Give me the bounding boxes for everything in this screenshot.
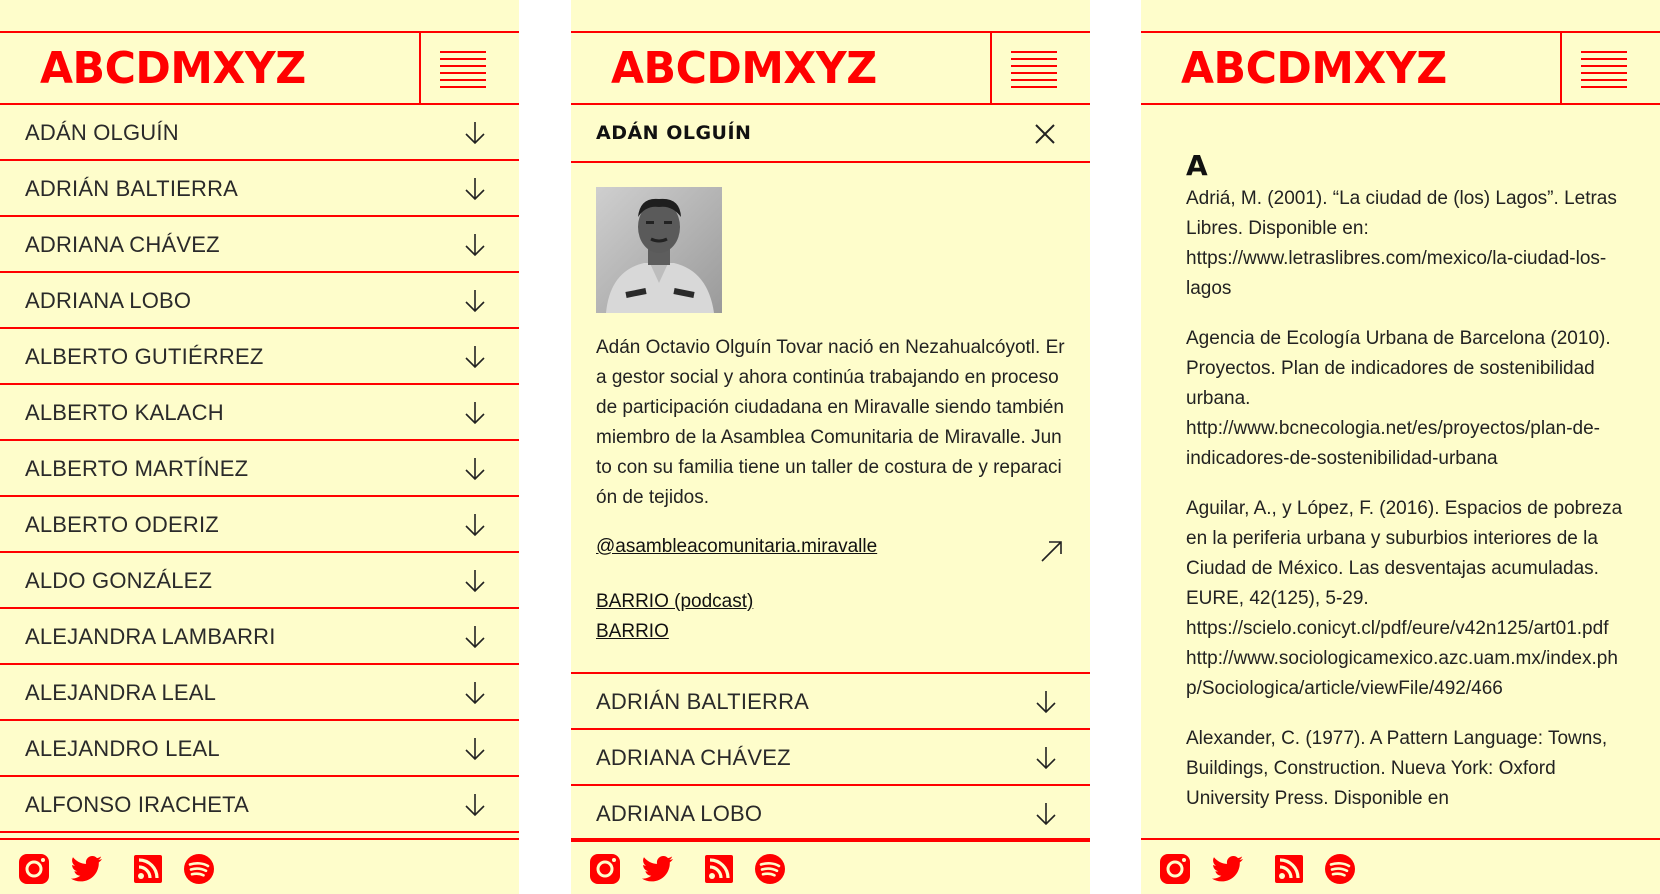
footer xyxy=(0,838,519,894)
people-list xyxy=(0,105,519,833)
list-item[interactable] xyxy=(0,161,519,217)
expand-arrow-icon xyxy=(464,513,486,537)
instagram-icon[interactable] xyxy=(1158,852,1192,886)
bibliography xyxy=(1186,150,1626,834)
screen-person-detail xyxy=(571,0,1090,894)
expand-arrow-icon xyxy=(464,401,486,425)
expand-arrow-icon xyxy=(1035,746,1057,770)
expand-arrow-icon xyxy=(1035,802,1057,826)
list-item[interactable] xyxy=(0,441,519,497)
person-name: ADRIANA CHÁVEZ xyxy=(596,745,791,770)
reference-item: Alexander, C. (1977). A Pattern Language: Towns, Buildings, Construction. Nueva York: Oxford University Press. Disponible en xyxy=(1186,728,1608,809)
menu-button[interactable] xyxy=(419,33,519,105)
instagram-icon[interactable] xyxy=(17,852,51,886)
list-item[interactable] xyxy=(571,674,1090,730)
person-photo xyxy=(596,187,722,313)
spotify-icon[interactable] xyxy=(182,852,216,886)
rss-icon[interactable] xyxy=(131,852,165,886)
instagram-link[interactable]: @asambleacomunitaria.miravalle xyxy=(596,536,878,557)
person-name: ALFONSO IRACHETA xyxy=(25,792,250,817)
person-name: ADRIÁN BALTIERRA xyxy=(596,689,810,714)
logo[interactable]: ABCDMXYZ xyxy=(611,43,877,94)
rss-icon[interactable] xyxy=(702,852,736,886)
person-name: ALEJANDRA LAMBARRI xyxy=(25,624,276,649)
hamburger-icon xyxy=(440,51,486,88)
reference-item: Adriá, M. (2001). “La ciudad de (los) Lagos”. Letras Libres. Disponible en: https://www.letraslibres.com/mexico/la-ciudad-los-lagos xyxy=(1186,188,1617,299)
footer xyxy=(571,838,1090,894)
expand-arrow-icon xyxy=(464,121,486,145)
list-item[interactable] xyxy=(0,665,519,721)
hamburger-icon xyxy=(1011,51,1057,88)
list-item[interactable] xyxy=(0,609,519,665)
person-name: ALEJANDRA LEAL xyxy=(25,680,217,705)
list-item[interactable] xyxy=(0,273,519,329)
list-item[interactable] xyxy=(0,105,519,161)
header xyxy=(1141,31,1660,105)
reference-item: Agencia de Ecología Urbana de Barcelona (2010). Proyectos. Plan de indicadores de sostenibilidad urbana. http://www.bcnecologia.net/es/proyectos/plan-de-indicadores-de-sostenibilidad-urbana xyxy=(1186,328,1611,469)
list-item[interactable] xyxy=(0,721,519,777)
person-name: ALBERTO ODERIZ xyxy=(25,512,219,537)
hamburger-icon xyxy=(1581,51,1627,88)
twitter-icon[interactable] xyxy=(641,852,675,886)
list-item[interactable] xyxy=(571,730,1090,786)
reference-item: Aguilar, A., y López, F. (2016). Espacios de pobreza en la periferia urbana y suburbios interiores de la Ciudad de México. Las desventajas acumuladas. EURE, 42(125), 5-29. https://scielo.conicyt.cl/pdf/eure/v42n125/art01.pdf http://www.sociologicamexico.azc.uam.mx/index.php/Sociologica/article/viewFile/492/466 xyxy=(1186,498,1623,699)
barrio-link[interactable]: BARRIO xyxy=(596,621,669,642)
expand-arrow-icon xyxy=(464,233,486,257)
detail-title: ADÁN OLGUÍN xyxy=(596,122,752,144)
twitter-icon[interactable] xyxy=(70,852,104,886)
person-name: ALDO GONZÁLEZ xyxy=(25,568,213,593)
list-item[interactable] xyxy=(571,786,1090,842)
list-item[interactable] xyxy=(0,217,519,273)
expand-arrow-icon xyxy=(464,569,486,593)
expand-arrow-icon xyxy=(464,289,486,313)
list-item[interactable] xyxy=(0,329,519,385)
bio-text: Adán Octavio Olguín Tovar nació en Nezahualcóyotl. Era gestor social y ahora continúa trabajando en proceso de participación ciudadana en Miravalle siendo también miembro de la Asamblea Comunitaria de Miravalle. Junto con su familia tiene un taller de costura de y reparación de tejidos. xyxy=(596,337,1065,508)
logo[interactable]: ABCDMXYZ xyxy=(40,43,306,94)
next-people-list xyxy=(571,672,1090,842)
section-letter: A xyxy=(1186,149,1208,182)
menu-button[interactable] xyxy=(1560,33,1660,105)
rss-icon[interactable] xyxy=(1272,852,1306,886)
podcast-link[interactable]: BARRIO (podcast) xyxy=(596,591,754,612)
expand-arrow-icon xyxy=(464,681,486,705)
person-name: ALBERTO GUTIÉRREZ xyxy=(25,344,264,369)
person-name: ALBERTO KALACH xyxy=(25,400,224,425)
person-name: ADRIÁN BALTIERRA xyxy=(25,176,239,201)
list-item[interactable] xyxy=(0,385,519,441)
list-item[interactable] xyxy=(0,777,519,833)
detail-header xyxy=(571,105,1090,163)
person-name: ADRIANA LOBO xyxy=(596,801,763,826)
expand-arrow-icon xyxy=(464,625,486,649)
footer xyxy=(1141,838,1660,894)
expand-arrow-icon xyxy=(464,345,486,369)
list-item[interactable] xyxy=(0,497,519,553)
header xyxy=(571,31,1090,105)
screen-bibliography xyxy=(1141,0,1660,894)
menu-button[interactable] xyxy=(990,33,1090,105)
logo[interactable]: ABCDMXYZ xyxy=(1181,43,1447,94)
external-link-icon[interactable] xyxy=(1039,538,1065,564)
header xyxy=(0,31,519,105)
instagram-icon[interactable] xyxy=(588,852,622,886)
person-name: ALBERTO MARTÍNEZ xyxy=(25,456,249,481)
person-name: ADRIANA LOBO xyxy=(25,288,192,313)
expand-arrow-icon xyxy=(1035,690,1057,714)
expand-arrow-icon xyxy=(464,737,486,761)
expand-arrow-icon xyxy=(464,177,486,201)
person-name: ADRIANA CHÁVEZ xyxy=(25,232,220,257)
twitter-icon[interactable] xyxy=(1211,852,1245,886)
close-icon[interactable] xyxy=(1034,123,1056,145)
spotify-icon[interactable] xyxy=(1323,852,1357,886)
list-item[interactable] xyxy=(0,553,519,609)
person-name: ADÁN OLGUÍN xyxy=(25,120,179,145)
person-name: ALEJANDRO LEAL xyxy=(25,736,220,761)
expand-arrow-icon xyxy=(464,793,486,817)
spotify-icon[interactable] xyxy=(753,852,787,886)
expand-arrow-icon xyxy=(464,457,486,481)
screen-people-list xyxy=(0,0,519,894)
